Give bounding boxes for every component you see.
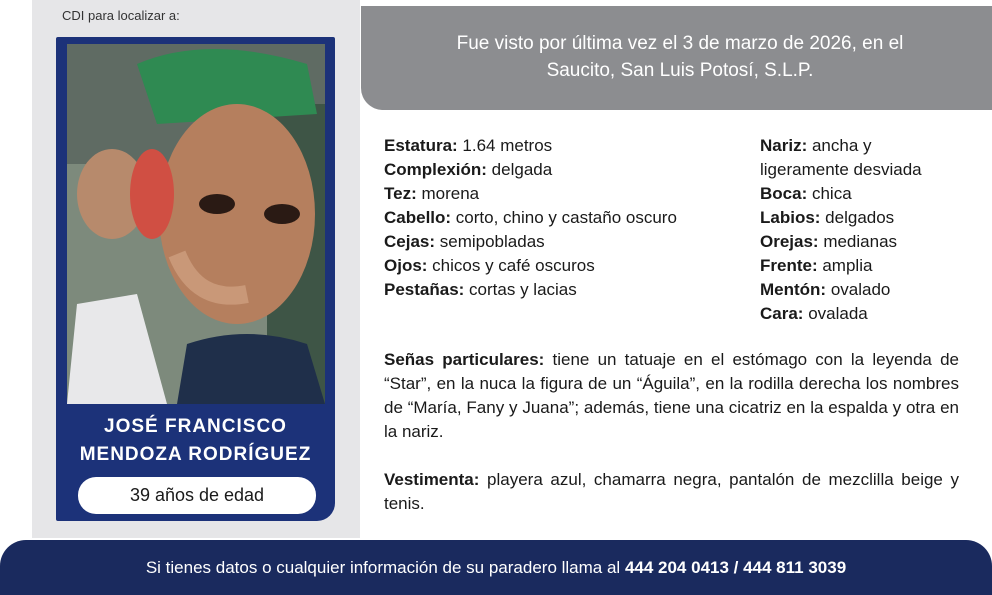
attr-cara: Cara: ovalada	[760, 304, 868, 323]
attr-pestanas: Pestañas: cortas y lacias	[384, 280, 577, 299]
attr-tez: Tez: morena	[384, 184, 480, 203]
person-photo	[67, 44, 325, 404]
vestimenta: Vestimenta: playera azul, chamarra negra, pantalón de mezclilla beige y tenis.	[384, 470, 959, 513]
person-name-line1: JOSÉ FRANCISCO	[104, 416, 287, 437]
attr-estatura: Estatura: 1.64 metros	[384, 136, 553, 155]
attr-nariz-cont: ligeramente desviada	[760, 160, 922, 179]
attr-ojos: Ojos: chicos y café oscuros	[384, 256, 595, 275]
senas-particulares: Señas particulares: tiene un tatuaje en el estómago con la leyenda de “Star”, en la nuca la figura de un “Águila”, en la rodilla derecha los nombres de “María, Fany y Juana”; además, tiene una cicatriz en la espalda y otra en la nariz.	[384, 350, 959, 441]
last-seen-text	[390, 30, 970, 84]
attributes-left	[384, 134, 677, 302]
age-badge: 39 años de edad	[78, 477, 316, 514]
attr-cabello: Cabello: corto, chino y castaño oscuro	[384, 208, 677, 227]
attr-labios: Labios: delgados	[760, 208, 895, 227]
attr-nariz: Nariz: ancha y	[760, 136, 872, 155]
person-name-line2: MENDOZA RODRÍGUEZ	[79, 444, 312, 465]
attr-menton: Mentón: ovalado	[760, 280, 891, 299]
attr-orejas: Orejas: medianas	[760, 232, 898, 251]
attr-frente: Frente: amplia	[760, 256, 873, 275]
contact-phones: 444 204 0413 / 444 811 3039	[624, 558, 847, 577]
cdi-label: CDI para localizar a:	[62, 8, 180, 23]
attr-boca: Boca: chica	[760, 184, 852, 203]
attr-cejas: Cejas: semipobladas	[384, 232, 545, 251]
attr-complexion: Complexión: delgada	[384, 160, 553, 179]
last-seen-line2: Saucito, San Luis Potosí, S.L.P.	[546, 60, 814, 81]
footer-contact: Si tienes datos o cualquier información de su paradero llama al 444 204 0413 / 444 811 3039	[145, 558, 847, 577]
last-seen-line1: Fue visto por última vez el 3 de marzo de 2026, en el	[456, 33, 904, 54]
attributes-right	[760, 134, 922, 326]
